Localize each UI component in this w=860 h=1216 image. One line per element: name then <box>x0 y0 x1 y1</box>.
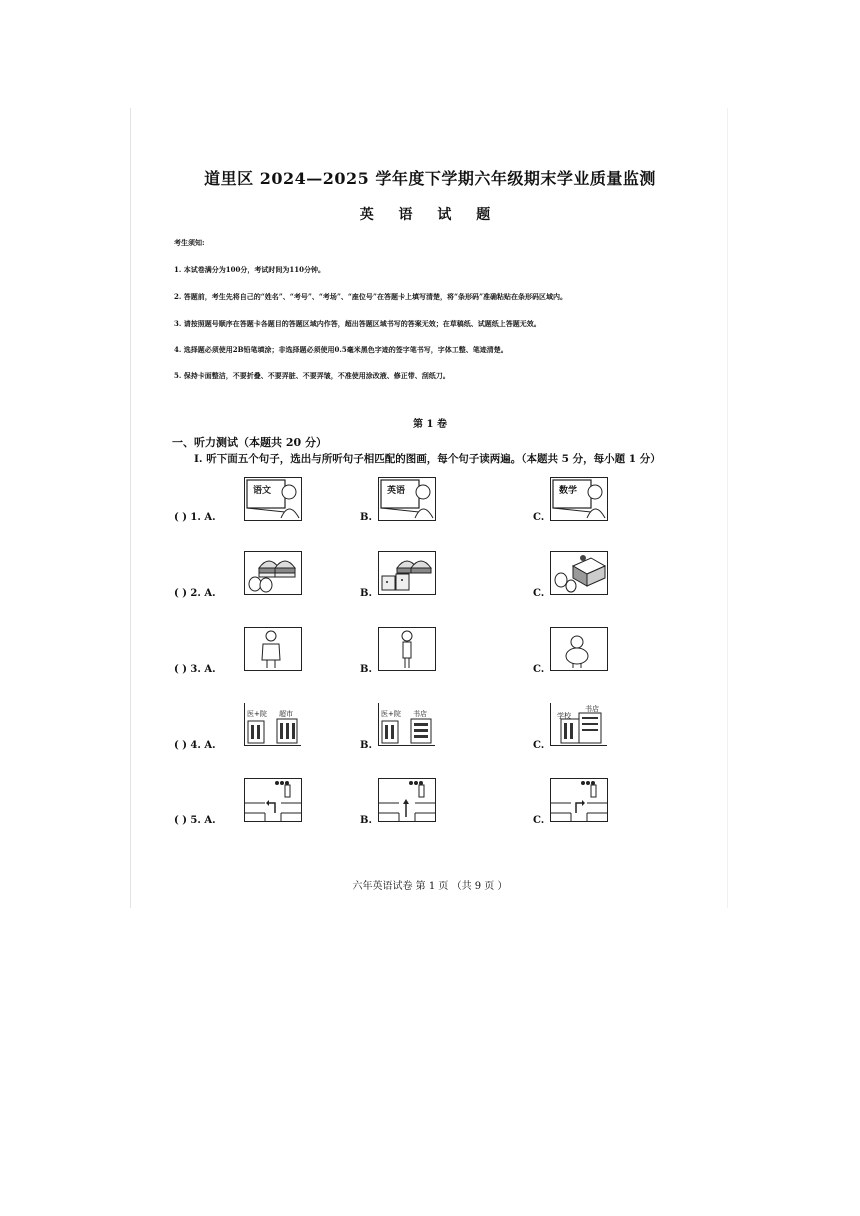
instruction: I. 听下面五个句子，选出与所听句子相匹配的图画，每个句子读两遍。（本题共 5 分，每小题 1 分） <box>194 453 661 465</box>
question-1-label: ( ) 1. A. <box>174 512 216 523</box>
q1-picture-c[interactable] <box>550 477 608 521</box>
q3-picture-a[interactable] <box>244 627 302 671</box>
picture-text: 医+院 <box>247 710 267 718</box>
exam-subtitle: 英 语 试 题 <box>359 207 501 223</box>
notice-heading: 考生须知: <box>174 238 205 247</box>
notice-item: 2. 答题前，考生先将自己的“姓名”、“考号”、“考场”、“座位号”在答题卡上填写清楚，将“条形码”准确粘贴在条形码区域内。 <box>174 292 568 301</box>
q2-picture-c[interactable] <box>550 551 608 595</box>
page-footer: 六年英语试卷 第 1 页 （共 9 页 ） <box>352 881 508 892</box>
option-c-label: C. <box>533 740 545 751</box>
notice-item: 5. 保持卡面整洁，不要折叠、不要弄脏、不要弄皱，不准使用涂改液、修正带、刮纸刀。 <box>174 371 450 380</box>
q5-picture-a[interactable] <box>244 778 302 822</box>
picture-text: 书店 <box>413 710 427 718</box>
q3-picture-c[interactable] <box>550 627 608 671</box>
question-3-label: ( ) 3. A. <box>174 664 216 675</box>
option-c-label: C. <box>533 512 545 523</box>
exam-title: 道里区 2024—2025 学年度下学期六年级期末学业质量监测 <box>204 169 656 188</box>
q1-picture-a[interactable] <box>244 477 302 521</box>
picture-text: 超市 <box>279 710 293 718</box>
notice-item: 1. 本试卷满分为100分，考试时间为110分钟。 <box>174 265 325 274</box>
q3-picture-b[interactable] <box>378 627 436 671</box>
short-person-icon <box>551 628 607 670</box>
turn-left-sign-icon <box>245 779 301 821</box>
q2-picture-a[interactable] <box>244 551 302 595</box>
option-b-label: B. <box>360 512 372 523</box>
q4-picture-b[interactable] <box>378 703 435 746</box>
picture-text: 学校 <box>557 712 571 720</box>
q2-picture-b[interactable] <box>378 551 436 595</box>
picture-text: 医+院 <box>381 710 401 718</box>
tall-person-icon <box>245 628 301 670</box>
picture-text: 数学 <box>559 486 578 496</box>
q5-picture-b[interactable] <box>378 778 436 822</box>
q1-picture-b[interactable] <box>378 477 436 521</box>
option-b-label: B. <box>360 664 372 675</box>
option-c-label: C. <box>533 664 545 675</box>
notice-item: 3. 请按照题号顺序在答题卡各题目的答题区域内作答，超出答题区域书写的答案无效；在草稿纸、试题纸上答题无效。 <box>174 319 541 328</box>
hamburger-and-eggs-icon <box>245 552 301 594</box>
volume-heading: 第 1 卷 <box>413 419 447 430</box>
thin-person-icon <box>379 628 435 670</box>
q5-picture-c[interactable] <box>550 778 608 822</box>
q4-picture-a[interactable] <box>244 703 301 746</box>
option-b-label: B. <box>360 740 372 751</box>
hamburger-and-sandwiches-icon <box>379 552 435 594</box>
q4-picture-c[interactable] <box>550 703 607 746</box>
picture-text: 语文 <box>253 486 272 496</box>
option-b-label: B. <box>360 588 372 599</box>
question-4-label: ( ) 4. A. <box>174 740 216 751</box>
option-c-label: C. <box>533 815 545 826</box>
section-heading: 一、听力测试（本题共 20 分） <box>172 436 327 449</box>
question-5-label: ( ) 5. A. <box>174 815 216 826</box>
option-b-label: B. <box>360 815 372 826</box>
option-c-label: C. <box>533 588 545 599</box>
cake-and-eggs-icon <box>551 552 607 594</box>
picture-text: 英语 <box>387 486 406 496</box>
go-straight-sign-icon <box>379 779 435 821</box>
notice-item: 4. 选择题必须使用2B铅笔填涂；非选择题必须使用0.5毫米黑色字迹的签字笔书写，字体工整、笔迹清楚。 <box>174 345 508 354</box>
question-2-label: ( ) 2. A. <box>174 588 216 599</box>
turn-right-sign-icon <box>551 779 607 821</box>
picture-text: 书店 <box>585 705 599 713</box>
